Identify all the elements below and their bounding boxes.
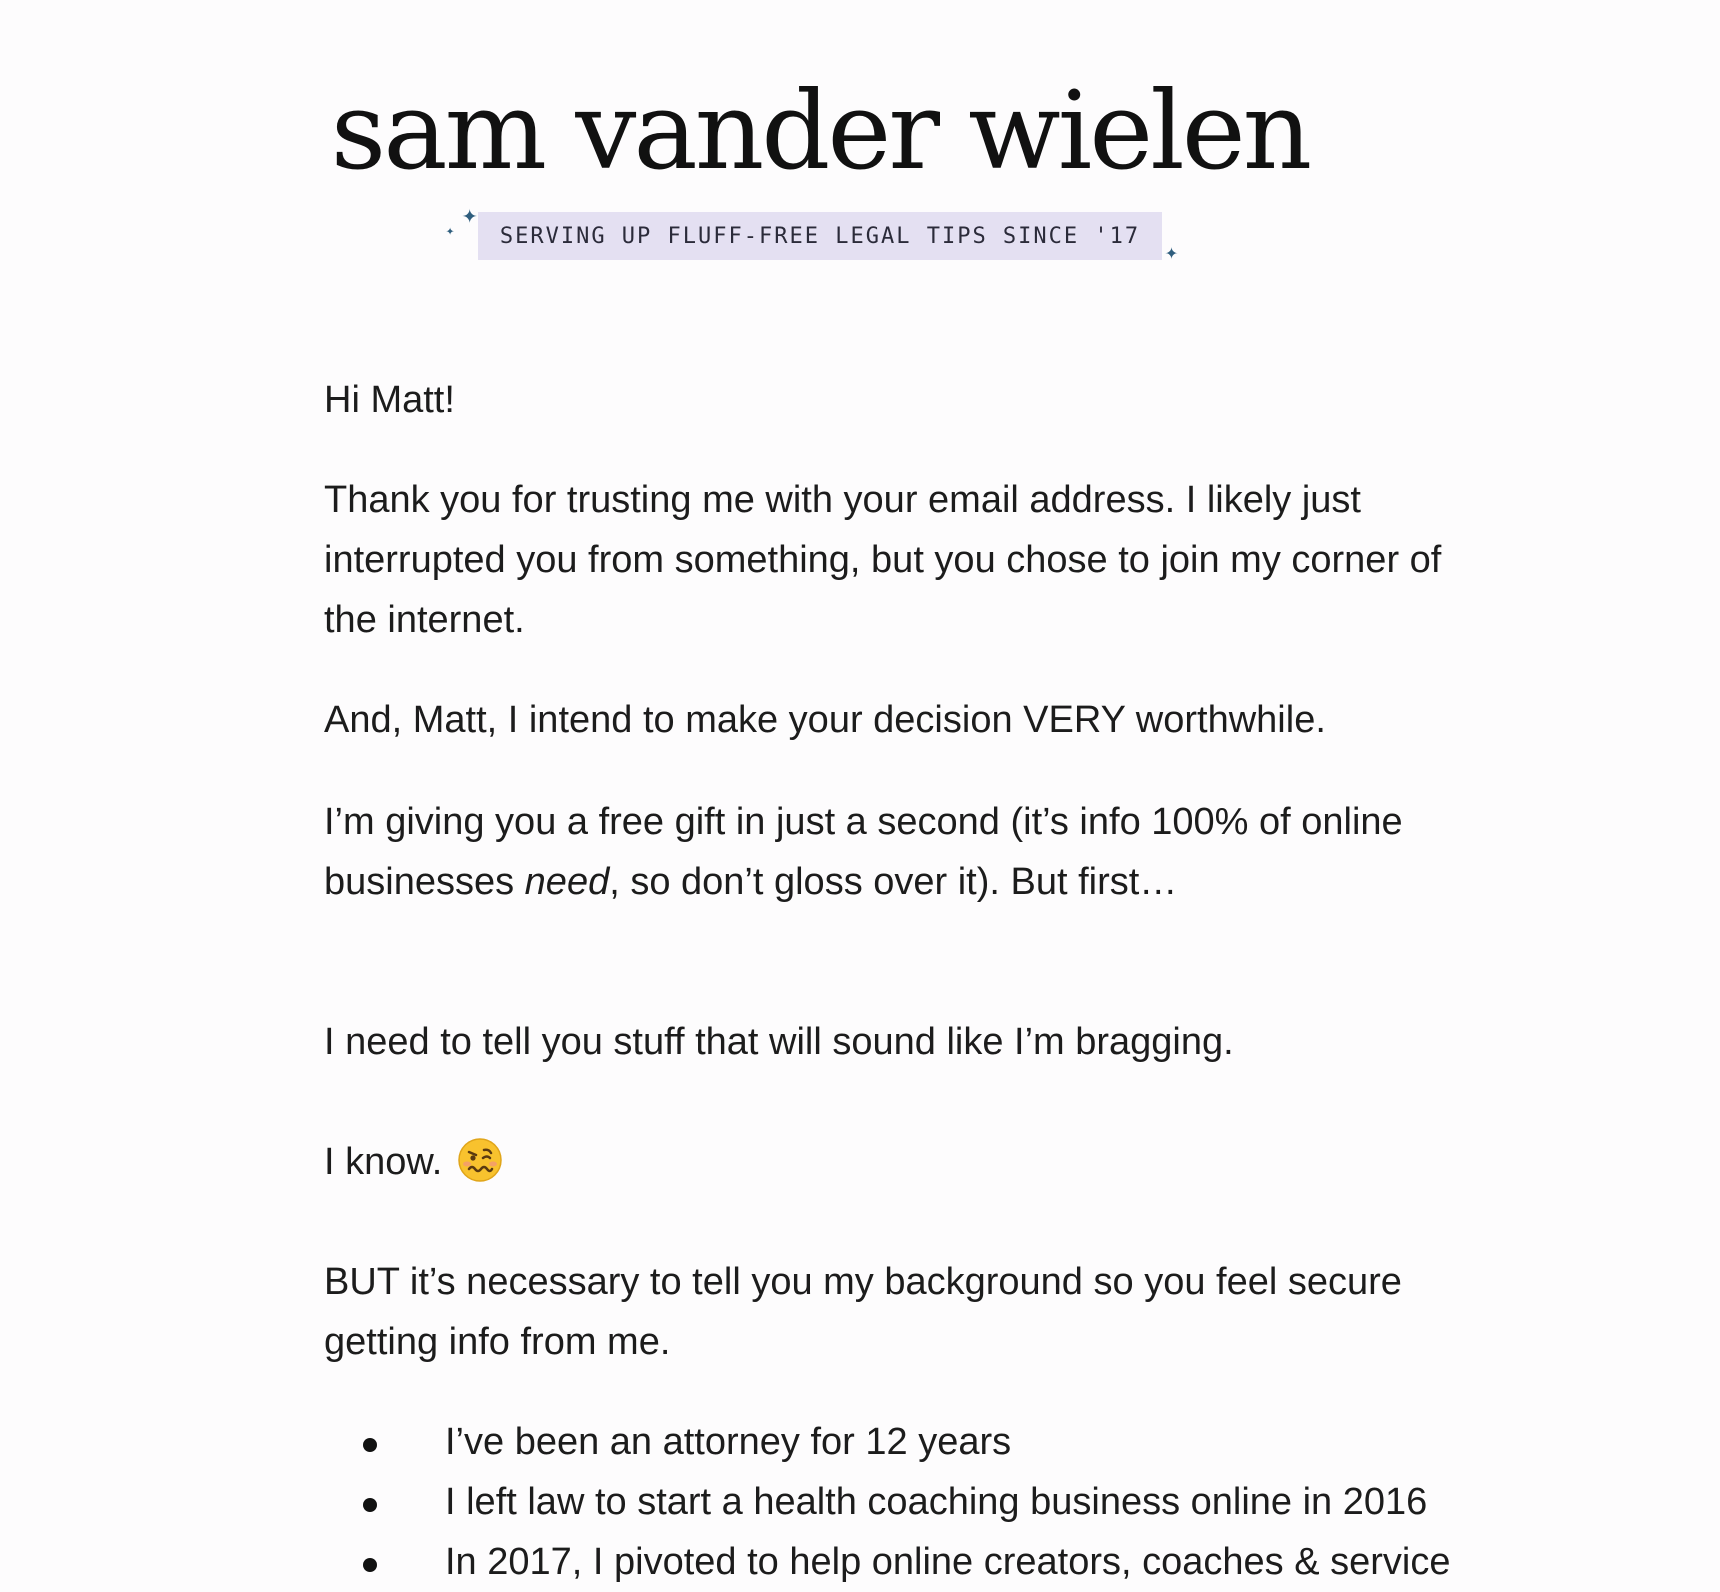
tagline-banner <box>445 200 1181 265</box>
paragraph-i-know <box>324 1132 1474 1192</box>
sparkle-icon: ✦ <box>445 223 457 239</box>
list-item-text: In 2017, I pivoted to help online creators, coaches & service <box>445 1541 1451 1583</box>
sparkle-icon: ✦ <box>1164 240 1181 265</box>
paragraph-background: BUT it’s necessary to tell you my background so you feel secure getting info from me. <box>324 1261 1402 1363</box>
paragraph-intent: And, Matt, I intend to make your decision VERY worthwhile. <box>324 699 1326 741</box>
list-item <box>324 1412 1524 1472</box>
i-know-text: I know. <box>324 1141 443 1183</box>
list-item <box>324 1532 1524 1592</box>
sparkle-icon: ✦ <box>461 200 480 230</box>
bullet-icon <box>363 1438 377 1452</box>
credentials-list <box>324 1412 1524 1592</box>
paragraph-gift <box>324 792 1474 912</box>
tagline-text: SERVING UP FLUFF-FREE LEGAL TIPS SINCE '17 <box>499 224 1141 249</box>
woozy-face-icon <box>457 1137 503 1183</box>
gift-text-emphasis: need <box>524 861 610 903</box>
list-item <box>324 1472 1524 1532</box>
bullet-icon <box>363 1498 377 1512</box>
paragraph-thanks: Thank you for trusting me with your email address. I likely just interrupted you from something, but you chose to join my corner of the internet. <box>324 479 1442 641</box>
greeting: Hi Matt! <box>324 379 455 421</box>
gift-text-start: I’m giving you a free gift in just a second (it’s info 100% of online businesses <box>324 801 1403 903</box>
brand-logo: sam vander wielen <box>330 69 1310 194</box>
paragraph-bragging: I need to tell you stuff that will sound like I’m bragging. <box>324 1021 1234 1063</box>
list-item-text: I left law to start a health coaching business online in 2016 <box>445 1481 1428 1523</box>
bullet-icon <box>363 1558 377 1572</box>
list-item-text: I’ve been an attorney for 12 years <box>445 1421 1012 1463</box>
header <box>0 69 1720 194</box>
gift-text-end: , so don’t gloss over it). But first… <box>609 861 1178 903</box>
tagline-container <box>0 200 1720 265</box>
